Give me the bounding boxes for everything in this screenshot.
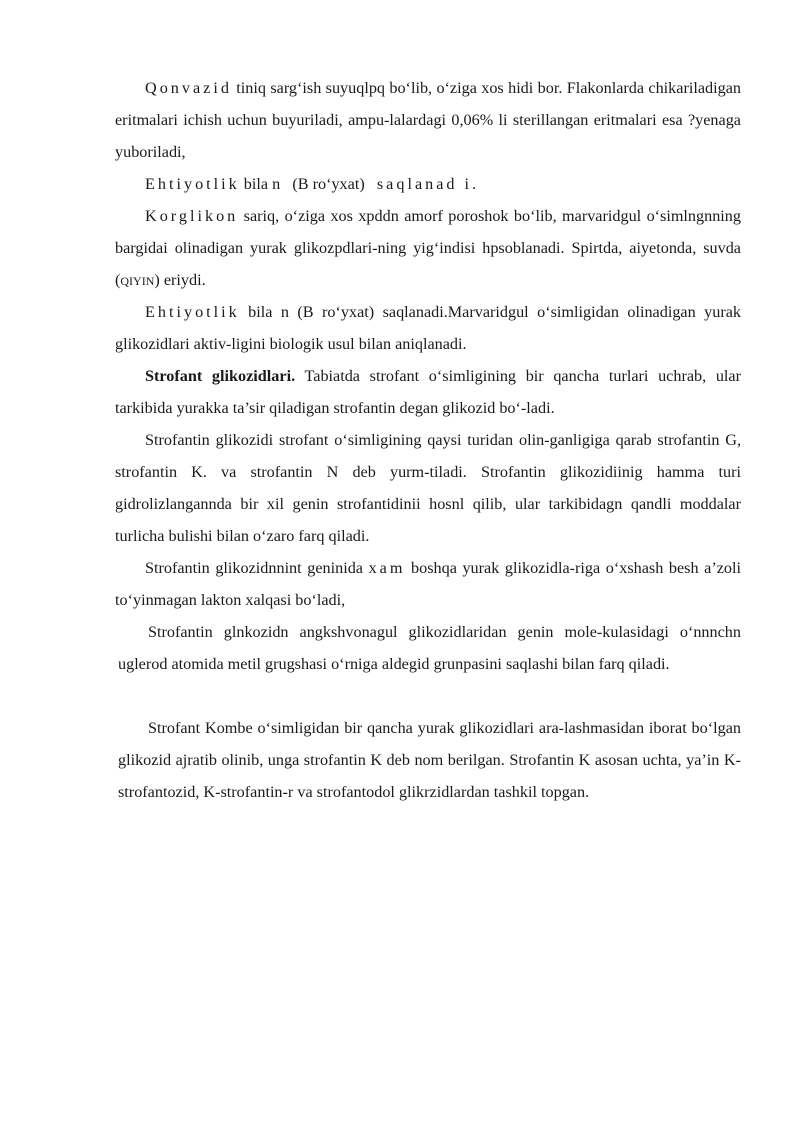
paragraph-qonvazid [115, 72, 741, 168]
small-text-qiyin: QIYIN [120, 274, 155, 288]
term-saqlanadi: saqlanad i. [376, 175, 480, 193]
paragraph-text: Strofantin glikozidi strofant o‘simligining qaysi turidan olin-ganligiga qarab strofantin G, strofantin K. va strofantin N deb yurm-tiladi. Strofantin glikozidiinig hamma turi gidrolizlangannda bir xil genin strofantidinii hosnl qilib, ular tarkibidagn qandli moddalar turlicha bulishi bilan o‘zaro farq qiladi. [115, 431, 741, 545]
term-qonvazid: Qonvazid [145, 79, 232, 97]
paragraph-text: bila n (B ro‘yxat) [239, 175, 377, 193]
paragraph-storage-note-2 [115, 296, 741, 360]
paragraph-text: bila n (B ro‘yxat) saqlanadi.Marvaridgul o‘simligidan olinadigan yurak glikozidlari aktiv-ligini biologik usul bilan aniqlanadi. [115, 303, 741, 353]
paragraph-text: Strofant Kombe o‘simligidan bir qancha yurak glikozidlari ara-lashmasidan iborat bo‘lgan glikozid ajratib olinib, unga strofantin K deb nom berilgan. Strofantin K asosan uchta, ya’in K-strofantozid, K-strofantin-r va strofantodol glikrzidlardan tashkil topgan. [118, 719, 741, 801]
spaced-word: xam [368, 559, 406, 577]
paragraph-text: ) eriydi. [154, 271, 206, 289]
paragraph-strofant-glikozidlari [115, 360, 741, 424]
paragraph-text: Strofantin glnkozidn angkshvonagul glikozidlaridan genin mole-kulasidagi o‘nnnchn uglerod atomida metil grugshasi o‘rniga aldegid grunpasini saqlashi bilan farq qiladi. [118, 623, 741, 673]
paragraph-strofantin-difference [118, 616, 741, 680]
term-ehtiyotlik: Ehtiyotlik [145, 303, 240, 321]
term-korglikon: Korglikon [145, 207, 239, 225]
paragraph-text: boshqa yurak glikozidla-riga o‘xshash besh a’zoli to‘yinmagan lakton xalqasi bo‘ladi, [115, 559, 742, 609]
term-ehtiyotlik: Ehtiyotlik [145, 175, 240, 193]
paragraph-strofantin-genin [115, 552, 741, 616]
paragraph-text: Tabiatda strofant o‘simligining bir qancha turlari uchrab, ular tarkibida yurakka ta’sir qiladigan strofantin degan glikozid bo‘-ladi. [115, 367, 741, 417]
paragraph-text: Strofantin glikozidnnint geninida [145, 559, 369, 577]
paragraph-text: tiniq sarg‘ish suyuqlpq bo‘lib, o‘ziga xos hidi bor. Flakonlarda chikariladigan eritmalari ichish uchun buyuriladi, ampu-lalardagi 0,06% li sterillangan eritmalari esa ?yenaga yuboriladi, [115, 79, 741, 161]
paragraph-strofant-kombe [118, 712, 741, 808]
paragraph-text: sariq, o‘ziga xos xpddn amorf poroshok bo‘lib, marvaridgul o‘simlngnning bargidai olinadigan yurak glikozpdlari-ning yig‘indisi hpsoblanadi. Spirtda, aiyetonda, suvda ( [115, 207, 741, 289]
paragraph-korglikon [115, 200, 741, 297]
paragraph-storage-note-1 [115, 168, 741, 200]
paragraph-strofantin-types [115, 424, 741, 552]
section-heading: Strofant glikozidlari. [145, 367, 296, 385]
